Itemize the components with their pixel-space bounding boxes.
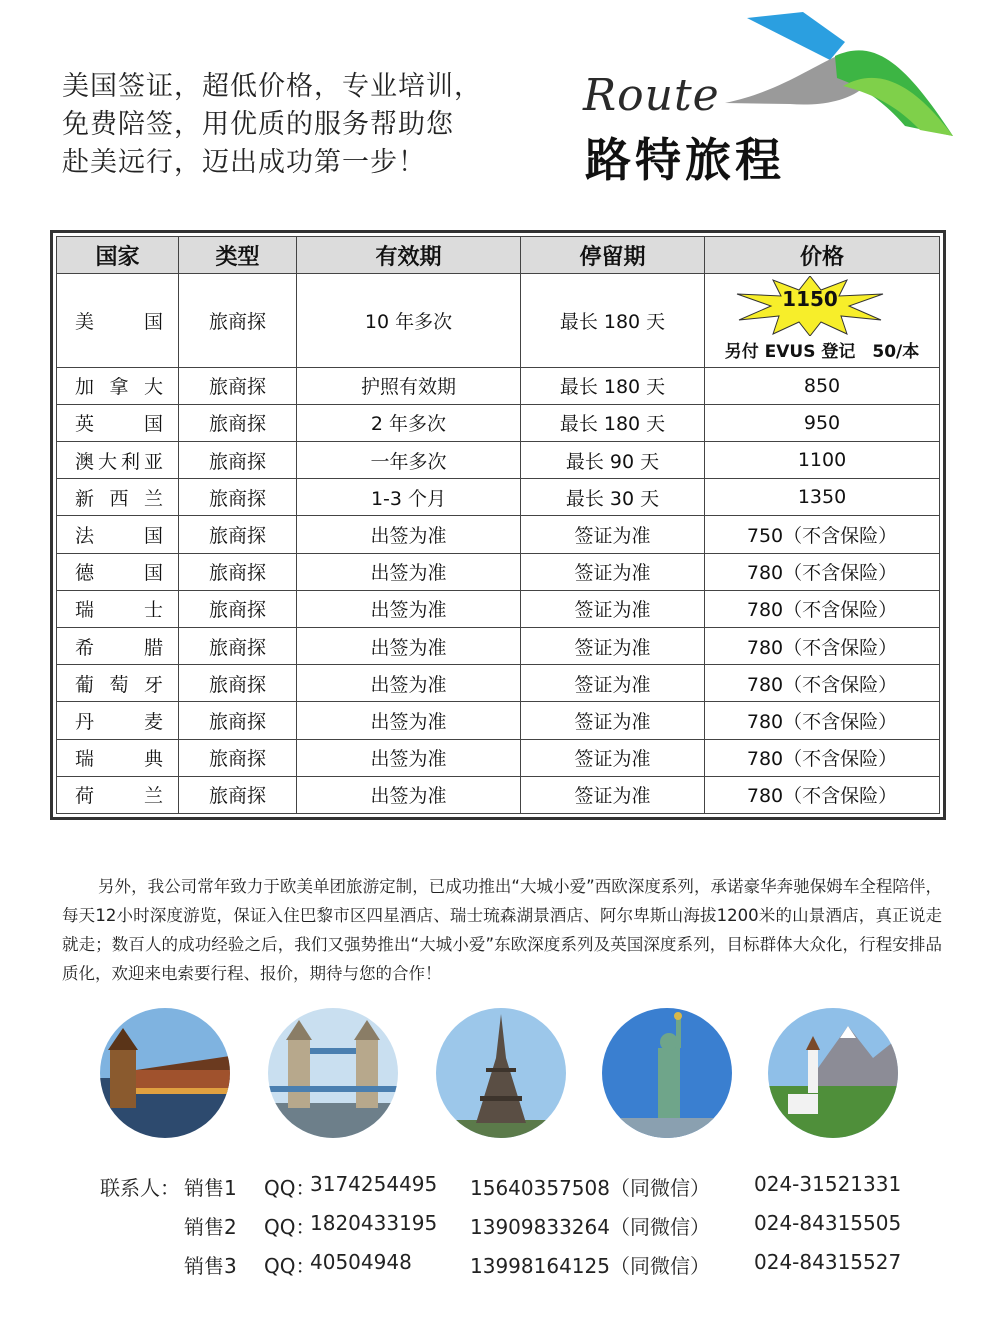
- country-name: 荷兰: [75, 785, 163, 808]
- cell-validity: 出签为准: [297, 702, 521, 739]
- cell-price: 780（不含保险）: [705, 776, 940, 813]
- route-logo: [575, 8, 965, 198]
- phone-number: 024-31521331: [754, 1172, 902, 1196]
- header-country: 国家: [57, 237, 179, 274]
- table-row: [57, 404, 940, 441]
- logo-text-en: Route: [583, 70, 720, 121]
- cell-stay: 最长 90 天: [521, 441, 705, 478]
- cell-country: [57, 553, 179, 590]
- cell-validity: 2 年多次: [297, 404, 521, 441]
- country-name: 丹麦: [75, 710, 163, 733]
- header-price: 价格: [705, 237, 940, 274]
- cell-type: 旅商探: [179, 665, 297, 702]
- table-row: [57, 367, 940, 404]
- cell-price: [705, 274, 940, 368]
- cell-country: [57, 702, 179, 739]
- country-name: 美国: [75, 310, 163, 333]
- cell-price: 850: [705, 367, 940, 404]
- usa-price-value: 1150: [782, 287, 838, 312]
- country-name: 新西兰: [75, 487, 163, 510]
- cell-stay: 最长 180 天: [521, 404, 705, 441]
- slogan-line-3: 赴美远行，迈出成功第一步！: [62, 147, 426, 178]
- table-row: [57, 516, 940, 553]
- table-row: [57, 665, 940, 702]
- header-validity: 有效期: [297, 237, 521, 274]
- cell-validity: 出签为准: [297, 739, 521, 776]
- country-name: 法国: [75, 524, 163, 547]
- header-type: 类型: [179, 237, 297, 274]
- cell-stay: 签证为准: [521, 702, 705, 739]
- cell-type: 旅商探: [179, 404, 297, 441]
- cell-validity: 出签为准: [297, 776, 521, 813]
- cell-price: 780（不含保险）: [705, 627, 940, 664]
- cell-country: [57, 367, 179, 404]
- table-row: [57, 479, 940, 516]
- table-row-usa: [57, 274, 940, 368]
- cell-stay: 签证为准: [521, 665, 705, 702]
- cell-validity: 出签为准: [297, 627, 521, 664]
- cell-type: 旅商探: [179, 553, 297, 590]
- country-name: 瑞典: [75, 748, 163, 771]
- contact-label: 联系人：: [100, 1176, 180, 1200]
- evus-note: 另付 EVUS 登记 50/本: [724, 342, 920, 363]
- cell-price: 780（不含保险）: [705, 702, 940, 739]
- contact-name: 销售1: [184, 1176, 237, 1200]
- cell-country: [57, 479, 179, 516]
- slogan-line-2: 免费陪签，用优质的服务帮助您: [62, 109, 454, 140]
- country-name: 葡萄牙: [75, 673, 163, 696]
- cell-validity: 出签为准: [297, 665, 521, 702]
- cell-country: [57, 590, 179, 627]
- photo-alpine-village: [768, 1008, 898, 1138]
- cell-country: [57, 516, 179, 553]
- phone-number: 024-84315527: [754, 1250, 902, 1274]
- cell-type: 旅商探: [179, 479, 297, 516]
- mobile-number: 13909833264（同微信）: [470, 1215, 710, 1239]
- cell-price: 1100: [705, 441, 940, 478]
- cell-country: [57, 274, 179, 368]
- cell-stay: 签证为准: [521, 739, 705, 776]
- photo-eiffel-tower: [436, 1008, 566, 1138]
- cell-price: 750（不含保险）: [705, 516, 940, 553]
- qq-number: 3174254495: [310, 1172, 438, 1196]
- visa-price-table: [50, 230, 946, 820]
- cell-validity: 出签为准: [297, 553, 521, 590]
- cell-price: 780（不含保险）: [705, 665, 940, 702]
- cell-validity: 1-3 个月: [297, 479, 521, 516]
- cell-price: 950: [705, 404, 940, 441]
- country-name: 德国: [75, 562, 163, 585]
- table-row: [57, 702, 940, 739]
- qq-label: QQ：: [264, 1215, 316, 1239]
- cell-validity: 出签为准: [297, 590, 521, 627]
- photo-statue-of-liberty: [602, 1008, 732, 1138]
- cell-price: 780（不含保险）: [705, 553, 940, 590]
- cell-validity: 一年多次: [297, 441, 521, 478]
- destination-photos: [100, 1008, 900, 1140]
- cell-type: 旅商探: [179, 739, 297, 776]
- country-name: 澳大利亚: [75, 450, 163, 473]
- table-row: [57, 441, 940, 478]
- cell-stay: 签证为准: [521, 553, 705, 590]
- table-row: [57, 627, 940, 664]
- logo-text-cn: 路特旅程: [585, 133, 785, 187]
- company-description: 另外，我公司常年致力于欧美单团旅游定制，已成功推出“大城小爱”西欧深度系列，承诺豪华奔驰保姆车全程陪伴，每天12小时深度游览，保证入住巴黎市区四星酒店、瑞士琉森湖景酒店、阿尔卑斯山海拔1200米的山景酒店，真正说走就走；数百人的成功经验之后，我们又强势推出“大城小爱”东欧深度系列及英国深度系列，目标群体大众化，行程安排品质化，欢迎来电索要行程、报价，期待与您的合作！: [62, 877, 942, 983]
- cell-validity: 出签为准: [297, 516, 521, 553]
- qq-label: QQ：: [264, 1254, 316, 1278]
- cell-stay: 最长 180 天: [521, 274, 705, 368]
- table-row: [57, 553, 940, 590]
- cell-type: 旅商探: [179, 367, 297, 404]
- cell-type: 旅商探: [179, 274, 297, 368]
- cell-stay: 签证为准: [521, 776, 705, 813]
- cell-country: [57, 441, 179, 478]
- cell-validity: 10 年多次: [297, 274, 521, 368]
- country-name: 加拿大: [75, 376, 163, 399]
- contact-name: 销售2: [184, 1215, 237, 1239]
- cell-country: [57, 627, 179, 664]
- table-row: [57, 739, 940, 776]
- cell-stay: 签证为准: [521, 516, 705, 553]
- contact-name: 销售3: [184, 1254, 237, 1278]
- cell-country: [57, 404, 179, 441]
- qq-label: QQ：: [264, 1176, 316, 1200]
- cell-stay: 最长 180 天: [521, 367, 705, 404]
- cell-type: 旅商探: [179, 590, 297, 627]
- country-name: 希腊: [75, 636, 163, 659]
- cell-country: [57, 739, 179, 776]
- photo-chapel-bridge: [100, 1008, 230, 1138]
- mobile-number: 15640357508（同微信）: [470, 1176, 710, 1200]
- cell-type: 旅商探: [179, 516, 297, 553]
- cell-country: [57, 665, 179, 702]
- header-stay: 停留期: [521, 237, 705, 274]
- cell-stay: 签证为准: [521, 627, 705, 664]
- cell-price: 780（不含保险）: [705, 590, 940, 627]
- qq-number: 1820433195: [310, 1211, 438, 1235]
- cell-type: 旅商探: [179, 702, 297, 739]
- table-row: [57, 776, 940, 813]
- cell-price: 780（不含保险）: [705, 739, 940, 776]
- cell-price: 1350: [705, 479, 940, 516]
- mobile-number: 13998164125（同微信）: [470, 1254, 710, 1278]
- cell-stay: 签证为准: [521, 590, 705, 627]
- slogan: [62, 68, 482, 182]
- cell-validity: 护照有效期: [297, 367, 521, 404]
- cell-stay: 最长 30 天: [521, 479, 705, 516]
- table-row: [57, 590, 940, 627]
- country-name: 瑞士: [75, 599, 163, 622]
- cell-type: 旅商探: [179, 441, 297, 478]
- phone-number: 024-84315505: [754, 1211, 902, 1235]
- photo-tower-bridge: [268, 1008, 398, 1138]
- qq-number: 40504948: [310, 1250, 412, 1274]
- cell-type: 旅商探: [179, 627, 297, 664]
- cell-type: 旅商探: [179, 776, 297, 813]
- country-name: 英国: [75, 413, 163, 436]
- cell-country: [57, 776, 179, 813]
- slogan-line-1: 美国签证，超低价格，专业培训，: [62, 71, 482, 102]
